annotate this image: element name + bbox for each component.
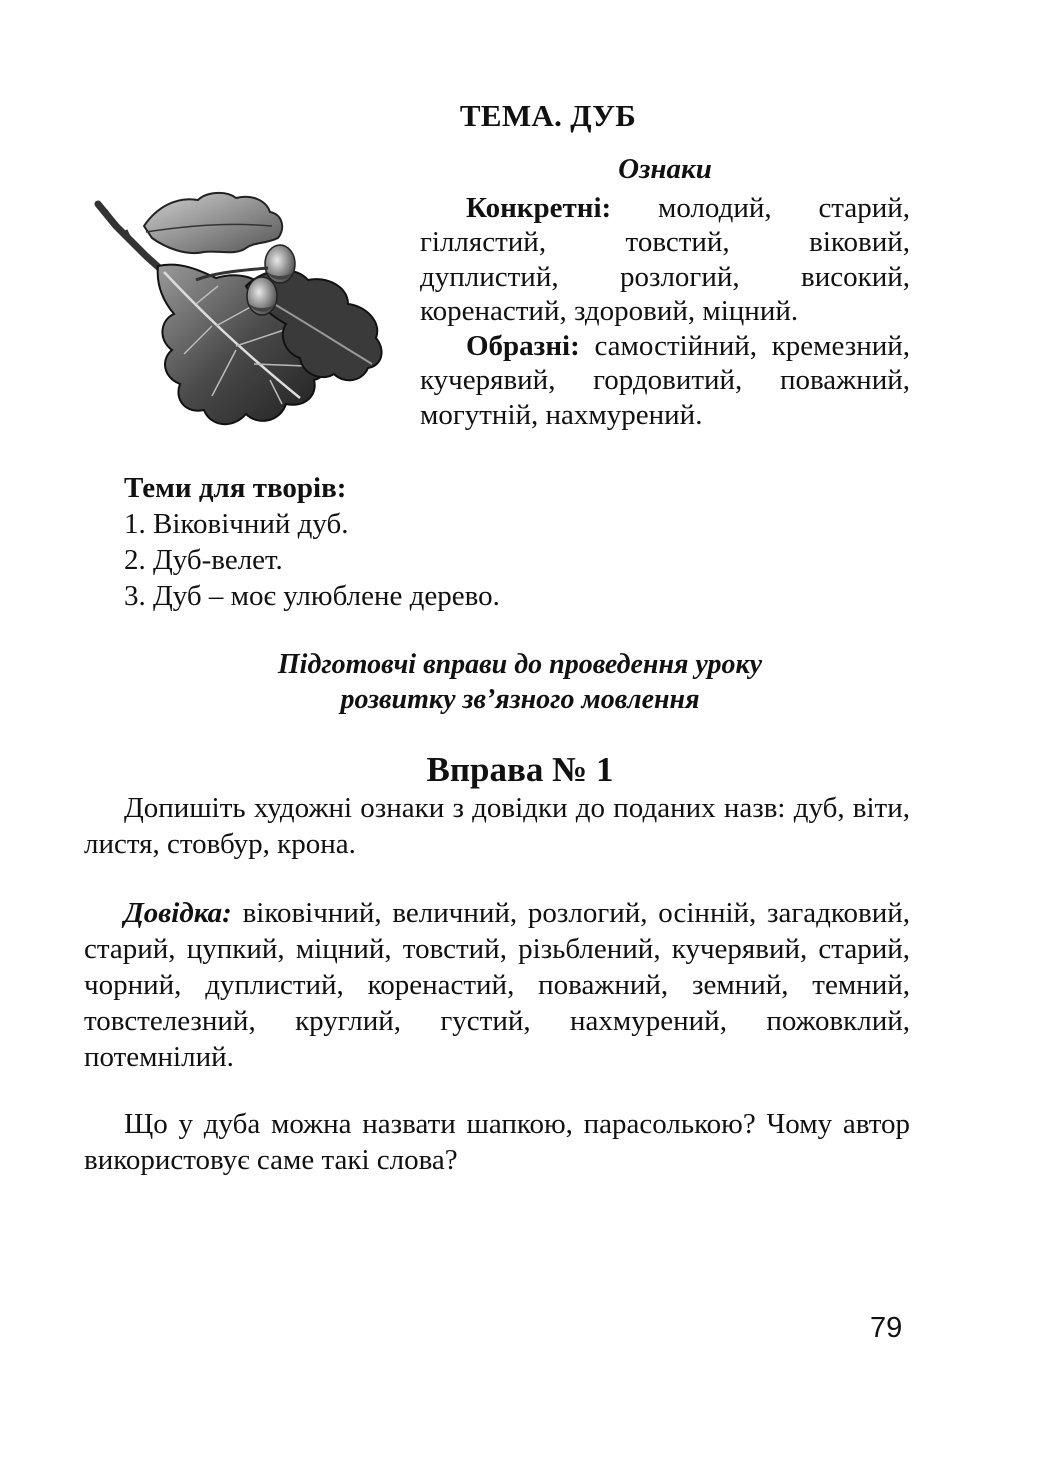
page-title: ТЕМА. ДУБ xyxy=(459,98,637,133)
essay-theme-item: 2. Дуб-велет. xyxy=(124,544,283,576)
exercise-reference xyxy=(84,895,910,1075)
features-block xyxy=(420,152,910,432)
essay-themes xyxy=(124,470,924,614)
exercise-task xyxy=(84,790,910,862)
prep-heading-line: Підготовчі вправи до проведення уроку xyxy=(277,649,763,680)
reference-text: віковічний, величний, розлогий, осінній, загадковий, старий, цупкий, міцний, товстий, різьблений, кучерявий, старий, чорний, дуплистий, коренастий, поважний, земний, темний, товстелезний, круглий, густий, нахмурений, пожовклий, потемнілий. xyxy=(84,897,910,1073)
concrete-label: Конкретні: xyxy=(466,191,612,224)
figurative-text: самостійний, кремезний, кучерявий, гордовитий, поважний, могутній, нахмурений. xyxy=(420,329,911,431)
features-heading: Ознаки xyxy=(618,153,712,185)
prep-heading-line: розвитку зв’язного мовлення xyxy=(340,684,700,715)
essay-themes-label: Теми для творів: xyxy=(124,472,347,504)
figurative-label: Образні: xyxy=(466,329,580,362)
concrete-features xyxy=(420,191,910,329)
prep-heading xyxy=(90,647,950,717)
page-number: 79 xyxy=(870,1312,903,1344)
essay-theme-item: 3. Дуб – моє улюблене дерево. xyxy=(124,580,500,612)
exercise-task-text: Допишіть художні ознаки з довідки до поданих назв: дуб, віти, листя, стовбур, крона. xyxy=(84,792,910,860)
reference-label: Довідка: xyxy=(124,897,232,929)
exercise-question-text: Що у дуба можна назвати шапкою, парасолькою? Чому автор використовує саме такі слова? xyxy=(84,1108,910,1176)
exercise-title: Вправа № 1 xyxy=(426,750,614,789)
figurative-features xyxy=(420,329,910,433)
exercise-question xyxy=(84,1106,910,1178)
essay-theme-item: 1. Віковічний дуб. xyxy=(124,508,349,540)
concrete-text: молодий, старий, гіллястий, товстий, віковий, дуплистий, розлогий, високий, коренастий, здоровий, міцний. xyxy=(420,191,910,327)
oak-leaf-acorn-icon xyxy=(86,186,406,436)
